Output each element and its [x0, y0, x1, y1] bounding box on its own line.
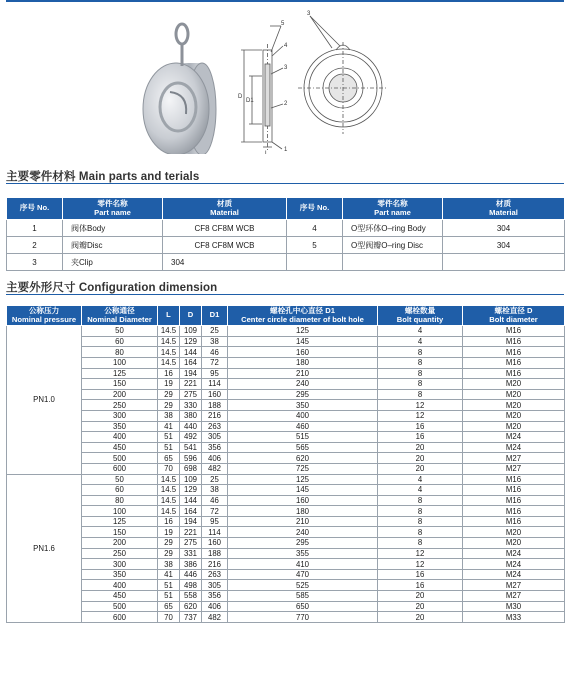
bolt-quantity-cell: 8 [378, 516, 463, 527]
callout-2: 2 [284, 101, 288, 107]
bolt-circle-cell: 145 [228, 485, 378, 496]
dimension-title-text: 主要外形尺寸 Configuration dimension [6, 282, 218, 294]
d1-cell: 160 [202, 538, 228, 549]
d1-cell: 188 [202, 548, 228, 559]
dimension-body [7, 326, 565, 623]
table-row [7, 453, 565, 464]
table-row [7, 442, 565, 453]
dimension-header-row [7, 306, 565, 326]
bolt-quantity-cell: 4 [378, 336, 463, 347]
bolt-quantity-cell: 16 [378, 580, 463, 591]
d1-cell: 46 [202, 347, 228, 358]
table-row [7, 368, 565, 379]
bolt-circle-cell: 160 [228, 347, 378, 358]
materials-title-rule [6, 183, 564, 184]
d1-cell: 95 [202, 368, 228, 379]
nominal-diameter-cell: 150 [82, 379, 158, 390]
nominal-diameter-cell: 50 [82, 326, 158, 337]
cell-part-2: O型阀瓣O–ring Disc [343, 237, 443, 254]
d-cell: 194 [180, 516, 202, 527]
bolt-quantity-cell: 4 [378, 474, 463, 485]
table-row [7, 569, 565, 580]
l-cell: 14.5 [158, 506, 180, 517]
l-cell: 51 [158, 432, 180, 443]
d-cell: 164 [180, 357, 202, 368]
bolt-quantity-cell: 20 [378, 591, 463, 602]
bolt-circle-cell: 650 [228, 601, 378, 612]
l-cell: 51 [158, 442, 180, 453]
header-nominal-diameter: 公称通径 Nominal Diameter [82, 306, 158, 326]
bolt-circle-cell: 770 [228, 612, 378, 623]
table-row [7, 357, 565, 368]
d1-cell: 160 [202, 389, 228, 400]
bolt-circle-cell: 210 [228, 368, 378, 379]
bolt-quantity-cell: 4 [378, 326, 463, 337]
header-bolt-diameter: 螺栓直径 D Bolt diameter [463, 306, 565, 326]
d-cell: 596 [180, 453, 202, 464]
bolt-circle-cell: 180 [228, 506, 378, 517]
l-cell: 14.5 [158, 347, 180, 358]
bolt-quantity-cell: 20 [378, 612, 463, 623]
bolt-quantity-cell: 8 [378, 495, 463, 506]
bolt-circle-cell: 565 [228, 442, 378, 453]
cell-material-2 [443, 254, 565, 271]
l-cell: 14.5 [158, 326, 180, 337]
cell-material: CF8 CF8M WCB [163, 237, 287, 254]
bolt-quantity-cell: 20 [378, 601, 463, 612]
l-cell: 14.5 [158, 495, 180, 506]
d1-cell: 305 [202, 580, 228, 591]
d1-cell: 72 [202, 357, 228, 368]
nominal-diameter-cell: 500 [82, 453, 158, 464]
d-cell: 221 [180, 379, 202, 390]
bolt-circle-cell: 240 [228, 379, 378, 390]
header-nominal-pressure: 公称压力 Nominal pressure [7, 306, 82, 326]
table-row [7, 538, 565, 549]
dim-d-label: D [238, 94, 243, 100]
bolt-circle-cell: 585 [228, 591, 378, 602]
nominal-diameter-cell: 250 [82, 548, 158, 559]
bolt-circle-cell: 410 [228, 559, 378, 570]
nominal-diameter-cell: 600 [82, 463, 158, 474]
d-cell: 698 [180, 463, 202, 474]
table-row [7, 347, 565, 358]
l-cell: 19 [158, 527, 180, 538]
bolt-diameter-cell: M16 [463, 357, 565, 368]
bolt-diameter-cell: M20 [463, 379, 565, 390]
nominal-diameter-cell: 450 [82, 442, 158, 453]
table-row [7, 580, 565, 591]
table-row [7, 612, 565, 623]
l-cell: 41 [158, 569, 180, 580]
d-cell: 129 [180, 336, 202, 347]
cell-no: 3 [7, 254, 63, 271]
bolt-diameter-cell: M24 [463, 432, 565, 443]
bolt-diameter-cell: M16 [463, 485, 565, 496]
table-row [7, 220, 565, 237]
d-cell: 541 [180, 442, 202, 453]
d1-cell: 114 [202, 527, 228, 538]
bolt-diameter-cell: M30 [463, 601, 565, 612]
d1-cell: 263 [202, 421, 228, 432]
d1-cell: 356 [202, 591, 228, 602]
d-cell: 330 [180, 400, 202, 411]
bolt-circle-cell: 160 [228, 495, 378, 506]
d1-cell: 38 [202, 485, 228, 496]
bolt-diameter-cell: M24 [463, 548, 565, 559]
bolt-circle-cell: 355 [228, 548, 378, 559]
d1-cell: 482 [202, 463, 228, 474]
bolt-quantity-cell: 8 [378, 538, 463, 549]
bolt-circle-cell: 295 [228, 389, 378, 400]
bolt-diameter-cell: M20 [463, 421, 565, 432]
header-material-2: 材质 Material [443, 198, 565, 220]
bolt-diameter-cell: M20 [463, 527, 565, 538]
nominal-diameter-cell: 125 [82, 368, 158, 379]
table-row [7, 237, 565, 254]
bolt-diameter-cell: M16 [463, 336, 565, 347]
nominal-diameter-cell: 350 [82, 569, 158, 580]
header-l: L [158, 306, 180, 326]
dimension-title-rule [6, 294, 564, 295]
cell-material: 304 [163, 254, 287, 271]
callout-4: 4 [284, 43, 288, 49]
bolt-quantity-cell: 8 [378, 368, 463, 379]
bolt-diameter-cell: M27 [463, 463, 565, 474]
l-cell: 14.5 [158, 485, 180, 496]
materials-title-text: 主要零件材料 Main parts and terials [6, 171, 200, 183]
d-cell: 275 [180, 538, 202, 549]
bolt-quantity-cell: 8 [378, 357, 463, 368]
materials-section-title [6, 168, 199, 184]
header-bolt-circle: 螺栓孔中心直径 D1 Center circle diameter of bolt hole [228, 306, 378, 326]
bolt-quantity-cell: 20 [378, 453, 463, 464]
d1-cell: 263 [202, 569, 228, 580]
table-row [7, 516, 565, 527]
table-row [7, 432, 565, 443]
table-row [7, 601, 565, 612]
d1-cell: 114 [202, 379, 228, 390]
bolt-diameter-cell: M20 [463, 389, 565, 400]
d-cell: 737 [180, 612, 202, 623]
l-cell: 38 [158, 559, 180, 570]
table-row [7, 474, 565, 485]
d1-cell: 46 [202, 495, 228, 506]
nominal-diameter-cell: 200 [82, 538, 158, 549]
l-cell: 29 [158, 538, 180, 549]
dim-l-label: L [265, 151, 269, 154]
materials-table [6, 197, 565, 271]
bolt-circle-cell: 350 [228, 400, 378, 411]
table-row [7, 485, 565, 496]
bolt-diameter-cell: M24 [463, 442, 565, 453]
d-cell: 194 [180, 368, 202, 379]
bolt-quantity-cell: 12 [378, 410, 463, 421]
d-cell: 492 [180, 432, 202, 443]
d-cell: 164 [180, 506, 202, 517]
drawings-svg [0, 4, 570, 154]
nominal-diameter-cell: 50 [82, 474, 158, 485]
bolt-circle-cell: 515 [228, 432, 378, 443]
table-row [7, 379, 565, 390]
bolt-quantity-cell: 20 [378, 442, 463, 453]
d-cell: 440 [180, 421, 202, 432]
d-cell: 275 [180, 389, 202, 400]
nominal-diameter-cell: 600 [82, 612, 158, 623]
d1-cell: 216 [202, 410, 228, 421]
table-row [7, 591, 565, 602]
d-cell: 386 [180, 559, 202, 570]
d-cell: 446 [180, 569, 202, 580]
front-view-drawing [298, 16, 388, 134]
l-cell: 51 [158, 580, 180, 591]
bolt-circle-cell: 145 [228, 336, 378, 347]
bolt-circle-cell: 295 [228, 538, 378, 549]
nominal-diameter-cell: 60 [82, 485, 158, 496]
cell-no-2 [287, 254, 343, 271]
bolt-diameter-cell: M24 [463, 569, 565, 580]
d-cell: 380 [180, 410, 202, 421]
d-cell: 109 [180, 474, 202, 485]
cell-no: 1 [7, 220, 63, 237]
d1-cell: 406 [202, 453, 228, 464]
callout-1: 1 [284, 147, 288, 153]
l-cell: 29 [158, 400, 180, 411]
nominal-diameter-cell: 125 [82, 516, 158, 527]
d1-cell: 305 [202, 432, 228, 443]
valve-photo [143, 24, 216, 154]
nominal-diameter-cell: 300 [82, 410, 158, 421]
bolt-diameter-cell: M27 [463, 580, 565, 591]
callout-5: 5 [281, 21, 285, 27]
header-part-name: 零件名称 Part name [63, 198, 163, 220]
bolt-diameter-cell: M27 [463, 453, 565, 464]
nominal-diameter-cell: 450 [82, 591, 158, 602]
dimension-section-title [6, 279, 217, 295]
cell-part: 阀瓣Disc [63, 237, 163, 254]
l-cell: 14.5 [158, 336, 180, 347]
nominal-diameter-cell: 60 [82, 336, 158, 347]
l-cell: 51 [158, 591, 180, 602]
bolt-circle-cell: 210 [228, 516, 378, 527]
header-bolt-quantity: 螺栓数量 Bolt quantity [378, 306, 463, 326]
l-cell: 70 [158, 463, 180, 474]
d-cell: 144 [180, 495, 202, 506]
l-cell: 38 [158, 410, 180, 421]
bolt-diameter-cell: M24 [463, 559, 565, 570]
header-d1: D1 [202, 306, 228, 326]
bolt-quantity-cell: 16 [378, 421, 463, 432]
nominal-diameter-cell: 100 [82, 506, 158, 517]
materials-header-row [7, 198, 565, 220]
l-cell: 65 [158, 453, 180, 464]
l-cell: 14.5 [158, 474, 180, 485]
product-drawings [0, 4, 570, 154]
nominal-diameter-cell: 100 [82, 357, 158, 368]
table-row [7, 254, 565, 271]
bolt-quantity-cell: 8 [378, 379, 463, 390]
bolt-diameter-cell: M16 [463, 368, 565, 379]
bolt-quantity-cell: 12 [378, 400, 463, 411]
table-row [7, 527, 565, 538]
header-d: D [180, 306, 202, 326]
callout-3: 3 [284, 65, 288, 71]
bolt-diameter-cell: M20 [463, 538, 565, 549]
bolt-circle-cell: 240 [228, 527, 378, 538]
cell-no-2: 5 [287, 237, 343, 254]
l-cell: 16 [158, 516, 180, 527]
d-cell: 109 [180, 326, 202, 337]
cell-material-2: 304 [443, 220, 565, 237]
nominal-diameter-cell: 350 [82, 421, 158, 432]
bolt-circle-cell: 125 [228, 474, 378, 485]
nominal-diameter-cell: 500 [82, 601, 158, 612]
header-part-name-2: 零件名称 Part name [343, 198, 443, 220]
bolt-quantity-cell: 8 [378, 527, 463, 538]
table-row [7, 495, 565, 506]
bolt-diameter-cell: M16 [463, 326, 565, 337]
cell-no-2: 4 [287, 220, 343, 237]
bolt-quantity-cell: 4 [378, 485, 463, 496]
header-material: 材质 Material [163, 198, 287, 220]
d1-cell: 25 [202, 326, 228, 337]
l-cell: 29 [158, 548, 180, 559]
nominal-diameter-cell: 80 [82, 495, 158, 506]
bolt-diameter-cell: M27 [463, 591, 565, 602]
nominal-diameter-cell: 400 [82, 580, 158, 591]
bolt-quantity-cell: 20 [378, 463, 463, 474]
l-cell: 70 [158, 612, 180, 623]
nominal-diameter-cell: 400 [82, 432, 158, 443]
d-cell: 558 [180, 591, 202, 602]
cell-material: CF8 CF8M WCB [163, 220, 287, 237]
d1-cell: 406 [202, 601, 228, 612]
cell-no: 2 [7, 237, 63, 254]
cell-part-2: O型环体O–ring Body [343, 220, 443, 237]
table-row [7, 389, 565, 400]
nominal-diameter-cell: 80 [82, 347, 158, 358]
dim-d1-label: D1 [246, 98, 254, 104]
bolt-diameter-cell: M16 [463, 506, 565, 517]
bolt-circle-cell: 525 [228, 580, 378, 591]
bolt-diameter-cell: M16 [463, 474, 565, 485]
d1-cell: 25 [202, 474, 228, 485]
bolt-diameter-cell: M33 [463, 612, 565, 623]
d1-cell: 72 [202, 506, 228, 517]
d-cell: 221 [180, 527, 202, 538]
header-no: 序号 No. [7, 198, 63, 220]
d1-cell: 216 [202, 559, 228, 570]
bolt-circle-cell: 470 [228, 569, 378, 580]
bolt-diameter-cell: M16 [463, 495, 565, 506]
d-cell: 498 [180, 580, 202, 591]
d-cell: 331 [180, 548, 202, 559]
l-cell: 19 [158, 379, 180, 390]
d-cell: 129 [180, 485, 202, 496]
cell-part-2 [343, 254, 443, 271]
table-row [7, 336, 565, 347]
bolt-circle-cell: 180 [228, 357, 378, 368]
cell-material-2: 304 [443, 237, 565, 254]
l-cell: 41 [158, 421, 180, 432]
table-row [7, 506, 565, 517]
cell-part: 夹Clip [63, 254, 163, 271]
header-no-2: 序号 No. [287, 198, 343, 220]
nominal-pressure-cell: PN1.0 [7, 326, 82, 474]
cell-part: 阀体Body [63, 220, 163, 237]
bolt-circle-cell: 460 [228, 421, 378, 432]
front-callout: 3 [307, 11, 311, 17]
bolt-diameter-cell: M20 [463, 410, 565, 421]
bolt-diameter-cell: M16 [463, 516, 565, 527]
nominal-diameter-cell: 200 [82, 389, 158, 400]
bolt-quantity-cell: 16 [378, 569, 463, 580]
nominal-diameter-cell: 150 [82, 527, 158, 538]
bolt-quantity-cell: 12 [378, 559, 463, 570]
table-row [7, 421, 565, 432]
bolt-diameter-cell: M16 [463, 347, 565, 358]
l-cell: 16 [158, 368, 180, 379]
bolt-circle-cell: 725 [228, 463, 378, 474]
nominal-diameter-cell: 250 [82, 400, 158, 411]
d-cell: 620 [180, 601, 202, 612]
dimension-table [6, 305, 565, 623]
table-row [7, 463, 565, 474]
table-row [7, 559, 565, 570]
table-row [7, 410, 565, 421]
d1-cell: 188 [202, 400, 228, 411]
nominal-diameter-cell: 300 [82, 559, 158, 570]
bolt-quantity-cell: 16 [378, 432, 463, 443]
bolt-diameter-cell: M20 [463, 400, 565, 411]
d1-cell: 356 [202, 442, 228, 453]
d-cell: 144 [180, 347, 202, 358]
bolt-quantity-cell: 8 [378, 347, 463, 358]
bolt-quantity-cell: 8 [378, 506, 463, 517]
nominal-pressure-cell: PN1.6 [7, 474, 82, 622]
side-section-drawing [241, 26, 283, 150]
d1-cell: 38 [202, 336, 228, 347]
l-cell: 29 [158, 389, 180, 400]
bolt-circle-cell: 125 [228, 326, 378, 337]
bolt-quantity-cell: 12 [378, 548, 463, 559]
bolt-circle-cell: 400 [228, 410, 378, 421]
table-row [7, 400, 565, 411]
table-row [7, 548, 565, 559]
d1-cell: 482 [202, 612, 228, 623]
l-cell: 14.5 [158, 357, 180, 368]
top-rule [6, 0, 564, 2]
d1-cell: 95 [202, 516, 228, 527]
l-cell: 65 [158, 601, 180, 612]
table-row [7, 326, 565, 337]
bolt-quantity-cell: 8 [378, 389, 463, 400]
bolt-circle-cell: 620 [228, 453, 378, 464]
